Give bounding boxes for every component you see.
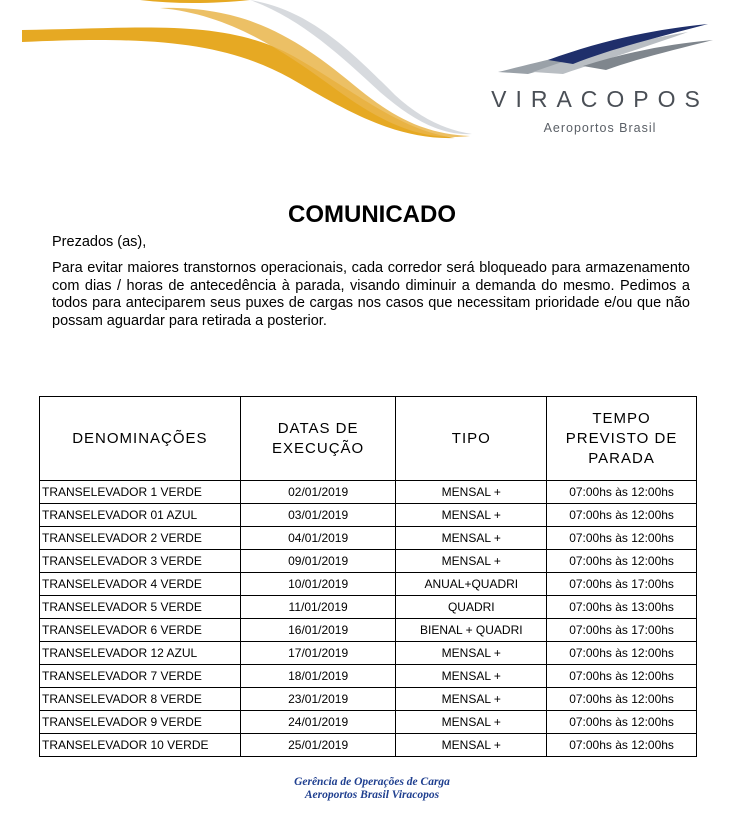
brand-name: VIRACOPOS — [491, 86, 709, 112]
cell-tipo: MENSAL + — [396, 642, 547, 665]
cell-denominacao: TRANSELEVADOR 01 AZUL — [40, 504, 241, 527]
cell-tempo: 07:00hs às 12:00hs — [547, 711, 697, 734]
table-row — [40, 619, 697, 642]
cell-data: 17/01/2019 — [240, 642, 396, 665]
cell-data: 03/01/2019 — [240, 504, 396, 527]
footer-department: Gerência de Operações de Carga — [294, 776, 450, 788]
maintenance-schedule-table — [39, 396, 697, 757]
cell-data: 11/01/2019 — [240, 596, 396, 619]
cell-denominacao: TRANSELEVADOR 10 VERDE — [40, 734, 241, 757]
header-datas — [240, 397, 396, 481]
table-row — [40, 573, 697, 596]
cell-tempo: 07:00hs às 13:00hs — [547, 596, 697, 619]
header-tipo: TIPO — [396, 397, 547, 481]
cell-denominacao: TRANSELEVADOR 8 VERDE — [40, 688, 241, 711]
cell-denominacao: TRANSELEVADOR 4 VERDE — [40, 573, 241, 596]
table-row — [40, 642, 697, 665]
cell-data: 16/01/2019 — [240, 619, 396, 642]
header-tempo — [547, 397, 697, 481]
cell-denominacao: TRANSELEVADOR 12 AZUL — [40, 642, 241, 665]
header-denominacoes: DENOMINAÇÕES — [40, 397, 241, 481]
page-header — [0, 0, 744, 150]
table-header-row — [40, 397, 697, 481]
cell-data: 24/01/2019 — [240, 711, 396, 734]
cell-tempo: 07:00hs às 12:00hs — [547, 527, 697, 550]
table-row — [40, 550, 697, 573]
table-body — [40, 481, 697, 757]
cell-denominacao: TRANSELEVADOR 3 VERDE — [40, 550, 241, 573]
cell-tempo: 07:00hs às 12:00hs — [547, 665, 697, 688]
cell-tipo: BIENAL + QUADRI — [396, 619, 547, 642]
cell-tempo: 07:00hs às 17:00hs — [547, 619, 697, 642]
cell-tipo: QUADRI — [396, 596, 547, 619]
cell-tempo: 07:00hs às 12:00hs — [547, 688, 697, 711]
cell-tipo: MENSAL + — [396, 711, 547, 734]
cell-denominacao: TRANSELEVADOR 1 VERDE — [40, 481, 241, 504]
cell-tipo: ANUAL+QUADRI — [396, 573, 547, 596]
cell-data: 23/01/2019 — [240, 688, 396, 711]
header-datas-label: DATAS DE EXECUÇÃO — [272, 419, 365, 457]
notice-body: Para evitar maiores transtornos operacionais, cada corredor será bloqueado para armazenamento com dias / horas de antecedência à parada, visando diminuir a demanda do mesmo. Pedimos a todos para anteciparem seus puxes de cargas nos casos que necessitam prioridade e/ou que não possam aguardar para retirada a posterior. — [52, 260, 690, 329]
cell-tempo: 07:00hs às 12:00hs — [547, 504, 697, 527]
cell-data: 10/01/2019 — [240, 573, 396, 596]
cell-denominacao: TRANSELEVADOR 2 VERDE — [40, 527, 241, 550]
viracopos-logo — [470, 20, 730, 150]
footer — [0, 776, 744, 802]
cell-tipo: MENSAL + — [396, 481, 547, 504]
table-row — [40, 596, 697, 619]
cell-denominacao: TRANSELEVADOR 6 VERDE — [40, 619, 241, 642]
page-title: COMUNICADO — [288, 201, 456, 228]
cell-denominacao: TRANSELEVADOR 7 VERDE — [40, 665, 241, 688]
cell-data: 04/01/2019 — [240, 527, 396, 550]
cell-tipo: MENSAL + — [396, 665, 547, 688]
cell-tipo: MENSAL + — [396, 504, 547, 527]
brand-subtitle: Aeroportos Brasil — [543, 121, 657, 135]
cell-tipo: MENSAL + — [396, 550, 547, 573]
cell-tempo: 07:00hs às 12:00hs — [547, 550, 697, 573]
table-row — [40, 734, 697, 757]
cell-denominacao: TRANSELEVADOR 5 VERDE — [40, 596, 241, 619]
cell-tipo: MENSAL + — [396, 527, 547, 550]
table-row — [40, 711, 697, 734]
table-row — [40, 504, 697, 527]
cell-data: 09/01/2019 — [240, 550, 396, 573]
cell-tempo: 07:00hs às 12:00hs — [547, 481, 697, 504]
cell-data: 02/01/2019 — [240, 481, 396, 504]
gold-swoosh-graphic — [0, 0, 480, 150]
table-row — [40, 481, 697, 504]
cell-tipo: MENSAL + — [396, 734, 547, 757]
greeting: Prezados (as), — [52, 234, 147, 250]
table-row — [40, 527, 697, 550]
wing-logo-icon — [488, 20, 718, 80]
header-tempo-label: TEMPO PREVISTO DE PARADA — [565, 409, 678, 467]
footer-company: Aeroportos Brasil Viracopos — [304, 789, 440, 801]
cell-data: 25/01/2019 — [240, 734, 396, 757]
cell-tipo: MENSAL + — [396, 688, 547, 711]
cell-tempo: 07:00hs às 12:00hs — [547, 734, 697, 757]
table-row — [40, 665, 697, 688]
cell-tempo: 07:00hs às 12:00hs — [547, 642, 697, 665]
cell-tempo: 07:00hs às 17:00hs — [547, 573, 697, 596]
table-row — [40, 688, 697, 711]
cell-data: 18/01/2019 — [240, 665, 396, 688]
cell-denominacao: TRANSELEVADOR 9 VERDE — [40, 711, 241, 734]
